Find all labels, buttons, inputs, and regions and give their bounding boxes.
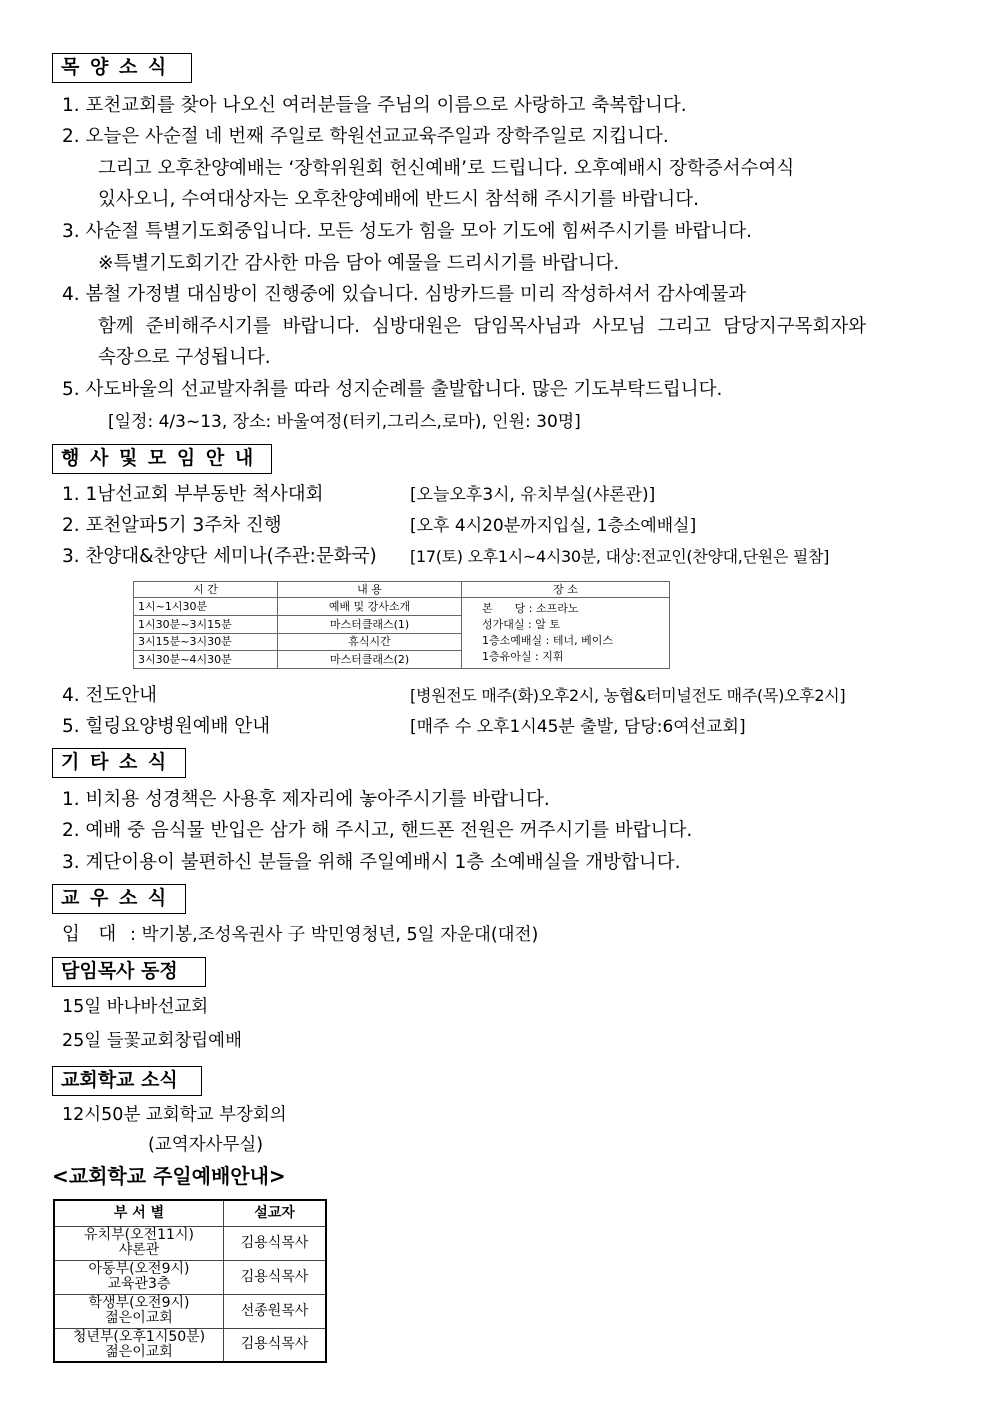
cs-preacher: 김용식목사 xyxy=(224,1226,327,1260)
schedule-time: 3시30분~4시30분 xyxy=(134,651,278,669)
other-line-2: 2. 예배 중 음식물 반입은 삼가 해 주시고, 핸드폰 전원은 꺼주시기를 바랍니다. xyxy=(62,820,693,841)
schedule-time: 1시~1시30분 xyxy=(134,598,278,616)
place-line: 본 당 : 소프라노 xyxy=(482,602,579,615)
place-line: 1층유아실 : 지휘 xyxy=(482,650,564,663)
schedule-time: 1시30분~3시15분 xyxy=(134,615,278,633)
event-2-name: 2. 포천알파5기 3주차 진행 xyxy=(62,515,282,536)
other-line-1: 1. 비치용 성경책은 사용후 제자리에 놓아주시기를 바랍니다. xyxy=(62,789,550,810)
event-2-detail: [오후 4시20분까지입실, 1층소예배실] xyxy=(410,516,697,536)
schedule-content: 예배 및 강사소개 xyxy=(278,598,462,616)
cs-dept-cell xyxy=(54,1328,224,1362)
cs-dept-cell xyxy=(54,1226,224,1260)
pastoral-line-6: ※특별기도회기간 감사한 마음 담아 예물을 드리시기를 바랍니다. xyxy=(98,253,620,274)
event-1-name: 1. 1남선교회 부부동반 척사대회 xyxy=(62,484,324,505)
schedule-content: 마스터클래스(1) xyxy=(278,615,462,633)
cs-dept: 아동부(오전9시) xyxy=(88,1261,190,1277)
pastoral-line-11: [일정: 4/3~13, 장소: 바울여정(터키,그리스,로마), 인원: 30명] xyxy=(108,412,581,432)
church-school-header: 교회학교 소식 xyxy=(52,1066,202,1096)
cs-dept: 유치부(오전11시) xyxy=(84,1227,194,1243)
schedule-header-content: 내 용 xyxy=(278,582,462,598)
event-4-name: 4. 전도안내 xyxy=(62,685,158,706)
pastoral-line-8: 함께 준비해주시기를 바랍니다. 심방대원은 담임목사님과 사모님 그리고 담당지구목회자와 xyxy=(98,316,867,337)
event-3-name: 3. 찬양대&찬양단 세미나(주관:문화국) xyxy=(62,546,377,567)
church-school-table xyxy=(53,1199,327,1363)
pastoral-line-7: 4. 봄철 가정별 대심방이 진행중에 있습니다. 심방카드를 미리 작성하셔서 감사예물과 xyxy=(62,284,747,305)
event-5-name: 5. 힐링요양병원예배 안내 xyxy=(62,716,271,737)
event-4-detail: [병원전도 매주(화)오후2시, 농협&터미널전도 매주(목)오후2시] xyxy=(410,686,846,705)
schedule-header-place: 장 소 xyxy=(462,582,670,598)
member-news-text: : 박기봉,조성옥권사 子 박민영청년, 5일 자운대(대전) xyxy=(130,925,539,945)
events-header: 행 사 및 모 임 안 내 xyxy=(52,444,272,474)
schedule-content: 마스터클래스(2) xyxy=(278,651,462,669)
cs-dept-cell xyxy=(54,1294,224,1328)
seminar-schedule-table xyxy=(133,581,670,669)
cs-preacher: 김용식목사 xyxy=(224,1328,327,1362)
schedule-content: 휴식시간 xyxy=(278,633,462,651)
cs-dept: 청년부(오후1시50분) xyxy=(72,1328,206,1345)
cs-place: 교육관3층 xyxy=(107,1276,171,1292)
pastoral-line-3: 그리고 오후찬양예배는 ‘장학위원회 헌신예배’로 드립니다. 오후예배시 장학증서수여식 xyxy=(98,158,795,179)
cs-place: 젊은이교회 xyxy=(105,1310,173,1326)
pastoral-line-1: 1. 포천교회를 찾아 나오신 여러분들을 주님의 이름으로 사랑하고 축복합니다. xyxy=(62,95,687,116)
pastoral-line-2: 2. 오늘은 사순절 네 번째 주일로 학원선교교육주일과 장학주일로 지킵니다. xyxy=(62,126,669,147)
event-1-detail: [오늘오후3시, 유치부실(샤론관)] xyxy=(410,485,656,505)
cs-dept: 학생부(오전9시) xyxy=(88,1295,190,1311)
cs-dept-cell xyxy=(54,1260,224,1294)
pastor-header: 담임목사 동정 xyxy=(52,957,206,987)
member-news-label: 입 대 xyxy=(62,924,117,945)
pastoral-news-header: 목 양 소 식 xyxy=(52,53,192,83)
pastoral-line-5: 3. 사순절 특별기도회중입니다. 모든 성도가 힘을 모아 기도에 힘써주시기를 바랍니다. xyxy=(62,221,752,242)
cs-header-dept: 부 서 별 xyxy=(54,1200,224,1226)
schedule-time: 3시15분~3시30분 xyxy=(134,633,278,651)
schedule-places xyxy=(462,598,670,669)
member-news-header: 교 우 소 식 xyxy=(52,884,186,914)
event-3-detail: [17(토) 오후1시~4시30분, 대상:전교인(찬양대,단원은 필참] xyxy=(410,547,830,566)
pastoral-line-4: 있사오니, 수여대상자는 오후찬양예배에 반드시 참석해 주시기를 바랍니다. xyxy=(98,189,700,210)
pastor-line-2: 25일 들꽃교회창립예배 xyxy=(62,1031,242,1051)
event-5-detail: [매주 수 오후1시45분 출발, 담당:6여선교회] xyxy=(410,717,746,737)
pastoral-line-9: 속장으로 구성됩니다. xyxy=(98,347,271,368)
cs-preacher: 김용식목사 xyxy=(224,1260,327,1294)
church-school-worship-title: <교회학교 주일예배안내> xyxy=(52,1164,286,1188)
pastor-line-1: 15일 바나바선교회 xyxy=(62,997,209,1017)
church-school-line-2: (교역자사무실) xyxy=(148,1135,264,1155)
cs-header-preacher: 설교자 xyxy=(224,1200,327,1226)
place-line: 성가대실 : 알 토 xyxy=(482,618,560,631)
cs-place: 샤론관 xyxy=(118,1242,160,1258)
pastoral-line-10: 5. 사도바울의 선교발자취를 따라 성지순례를 출발합니다. 많은 기도부탁드립니다. xyxy=(62,379,723,400)
schedule-header-time: 시 간 xyxy=(134,582,278,598)
other-line-3: 3. 계단이용이 불편하신 분들을 위해 주일예배시 1층 소예배실을 개방합니다. xyxy=(62,852,681,873)
other-news-header: 기 타 소 식 xyxy=(52,748,186,778)
cs-place: 젊은이교회 xyxy=(105,1343,173,1360)
place-line: 1층소예배실 : 테너, 베이스 xyxy=(482,634,613,647)
cs-preacher: 선종원목사 xyxy=(224,1294,327,1328)
church-school-line-1: 12시50분 교회학교 부장회의 xyxy=(62,1105,287,1125)
